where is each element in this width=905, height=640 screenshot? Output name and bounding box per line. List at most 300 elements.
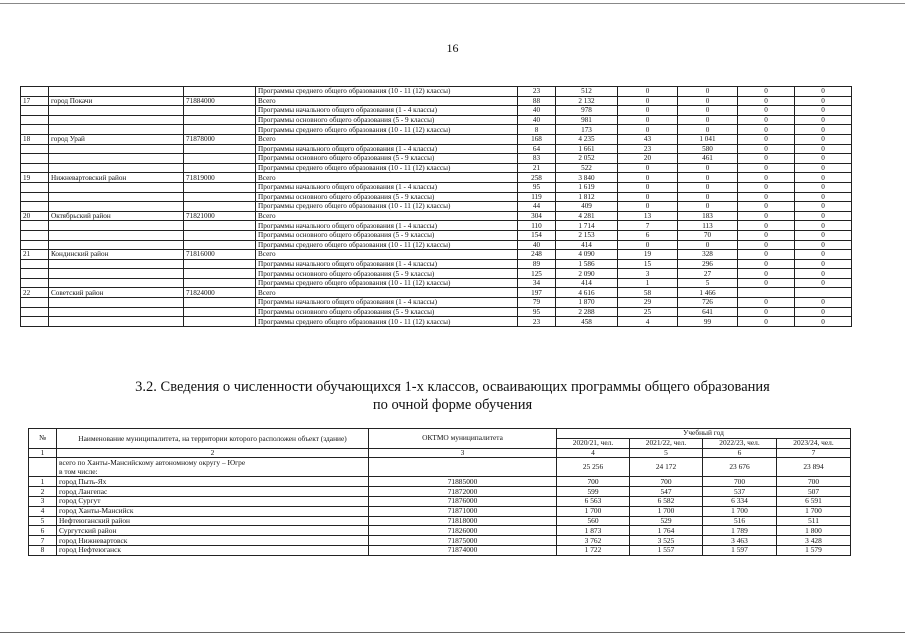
total-label: всего по Ханты-Мансийскому автономному округу – Югре — [59, 458, 246, 468]
col-students-cell: 173 — [556, 125, 618, 135]
col-schools-cell: 21 — [518, 163, 556, 173]
col-schools-cell: 95 — [518, 182, 556, 192]
col-students-cell: 414 — [556, 278, 618, 288]
program-cell: Программы начального общего образования (1 - 4 классы) — [256, 144, 518, 154]
col-header-year: 2021/22, чел. — [630, 438, 703, 448]
col-schools-cell: 44 — [518, 202, 556, 212]
municipality-cell: город Ханты-Мансийск — [57, 506, 369, 516]
municipality-cell — [49, 182, 184, 192]
oktmo-cell — [184, 192, 256, 202]
col-v2-cell: 0 — [678, 182, 738, 192]
col-schools-cell: 79 — [518, 298, 556, 308]
col-v2-cell: 99 — [678, 317, 738, 327]
total-value: 23 894 — [777, 458, 851, 477]
year-2022-cell: 3 463 — [703, 536, 777, 546]
col-v4-cell: 0 — [795, 192, 852, 202]
row-num-cell — [21, 106, 49, 116]
col-v1-cell: 4 — [618, 317, 678, 327]
oktmo-cell: 71816000 — [184, 250, 256, 260]
col-schools-cell: 89 — [518, 259, 556, 269]
col-v3-cell: 0 — [738, 182, 795, 192]
col-header-name: Наименование муниципалитета, на территории которого расположен объект (здание) — [57, 429, 369, 449]
municipality-cell — [49, 154, 184, 164]
col-students-cell: 4 281 — [556, 211, 618, 221]
col-schools-cell: 40 — [518, 115, 556, 125]
col-v3-cell: 0 — [738, 87, 795, 97]
col-v3-cell: 0 — [738, 221, 795, 231]
municipality-cell — [49, 115, 184, 125]
municipality-cell: Октябрьский район — [49, 211, 184, 221]
col-students-cell: 458 — [556, 317, 618, 327]
municipality-cell — [49, 144, 184, 154]
col-students-cell: 1 619 — [556, 182, 618, 192]
col-v4-cell: 0 — [795, 87, 852, 97]
total-sublabel: в том числе: — [59, 467, 98, 477]
table-row — [29, 536, 851, 546]
col-number: 3 — [369, 448, 557, 458]
municipality-cell — [49, 106, 184, 116]
col-v4-cell: 0 — [795, 259, 852, 269]
col-header-oktmo: ОКТМО муниципалитета — [369, 429, 557, 449]
col-v3-cell: 0 — [738, 106, 795, 116]
municipality-cell — [49, 307, 184, 317]
col-v1-cell: 58 — [618, 288, 678, 298]
program-cell: Программы начального общего образования (1 - 4 классы) — [256, 221, 518, 231]
program-cell: Программы основного общего образования (5 - 9 классы) — [256, 230, 518, 240]
col-v4-cell: 0 — [795, 211, 852, 221]
year-2021-cell: 547 — [630, 487, 703, 497]
table-row — [21, 250, 852, 260]
col-v2-cell: 1 466 — [678, 288, 738, 298]
year-2023-cell: 700 — [777, 477, 851, 487]
col-schools-cell: 40 — [518, 106, 556, 116]
row-num-cell: 19 — [21, 173, 49, 183]
table-row — [21, 202, 852, 212]
col-v3-cell — [738, 288, 795, 298]
municipality-cell — [49, 125, 184, 135]
oktmo-cell — [184, 115, 256, 125]
oktmo-cell — [184, 163, 256, 173]
municipality-cell: Нефтеюганский район — [57, 516, 369, 526]
col-schools-cell: 125 — [518, 269, 556, 279]
year-2021-cell: 6 582 — [630, 496, 703, 506]
col-v2-cell: 183 — [678, 211, 738, 221]
oktmo-cell: 71818000 — [369, 516, 557, 526]
col-v1-cell: 0 — [618, 106, 678, 116]
municipality-cell: город Покачи — [49, 96, 184, 106]
col-students-cell: 978 — [556, 106, 618, 116]
col-v3-cell: 0 — [738, 259, 795, 269]
row-num-cell — [21, 317, 49, 327]
year-2020-cell: 700 — [557, 477, 630, 487]
col-v2-cell: 580 — [678, 144, 738, 154]
col-v2-cell: 0 — [678, 240, 738, 250]
municipality-cell — [49, 163, 184, 173]
year-2022-cell: 700 — [703, 477, 777, 487]
oktmo-cell — [184, 154, 256, 164]
col-v4-cell: 0 — [795, 134, 852, 144]
row-num-cell — [21, 202, 49, 212]
col-header-years: Учебный год — [557, 429, 851, 439]
program-cell: Программы среднего общего образования (10 - 11 (12) классы) — [256, 317, 518, 327]
year-2022-cell: 6 334 — [703, 496, 777, 506]
first-grade-table — [28, 428, 851, 556]
year-2020-cell: 599 — [557, 487, 630, 497]
col-v1-cell: 29 — [618, 298, 678, 308]
table-row — [21, 259, 852, 269]
col-students-cell: 2 132 — [556, 96, 618, 106]
col-v1-cell: 0 — [618, 125, 678, 135]
municipality-cell: город Лангепас — [57, 487, 369, 497]
oktmo-cell: 71819000 — [184, 173, 256, 183]
program-cell: Программы основного общего образования (5 - 9 классы) — [256, 192, 518, 202]
oktmo-cell — [184, 87, 256, 97]
col-v3-cell: 0 — [738, 96, 795, 106]
col-v2-cell: 0 — [678, 192, 738, 202]
col-schools-cell: 83 — [518, 154, 556, 164]
municipality-cell — [49, 202, 184, 212]
row-num-cell: 2 — [29, 487, 57, 497]
col-v4-cell: 0 — [795, 154, 852, 164]
col-v1-cell: 1 — [618, 278, 678, 288]
table-row — [21, 144, 852, 154]
col-v2-cell: 0 — [678, 96, 738, 106]
col-students-cell: 1 714 — [556, 221, 618, 231]
col-v1-cell: 0 — [618, 240, 678, 250]
year-2022-cell: 1 789 — [703, 526, 777, 536]
col-v4-cell: 0 — [795, 144, 852, 154]
program-cell: Всего — [256, 173, 518, 183]
col-v2-cell: 328 — [678, 250, 738, 260]
program-cell: Всего — [256, 134, 518, 144]
row-num-cell: 17 — [21, 96, 49, 106]
program-cell: Программы среднего общего образования (10 - 11 (12) классы) — [256, 202, 518, 212]
col-number: 1 — [29, 448, 57, 458]
col-students-cell: 1 586 — [556, 259, 618, 269]
table-row — [21, 240, 852, 250]
row-num-cell — [21, 269, 49, 279]
oktmo-cell — [184, 298, 256, 308]
oktmo-cell — [184, 240, 256, 250]
oktmo-cell: 71872000 — [369, 487, 557, 497]
col-schools-cell: 248 — [518, 250, 556, 260]
oktmo-cell: 71824000 — [184, 288, 256, 298]
col-v1-cell: 3 — [618, 269, 678, 279]
oktmo-cell: 71876000 — [369, 496, 557, 506]
col-students-cell: 2 090 — [556, 269, 618, 279]
row-num-cell: 4 — [29, 506, 57, 516]
table-row — [29, 496, 851, 506]
col-students-cell: 522 — [556, 163, 618, 173]
col-schools-cell: 110 — [518, 221, 556, 231]
col-v4-cell: 0 — [795, 250, 852, 260]
col-v4-cell: 0 — [795, 230, 852, 240]
table-row — [29, 545, 851, 555]
col-v1-cell: 25 — [618, 307, 678, 317]
col-schools-cell: 168 — [518, 134, 556, 144]
col-v1-cell: 0 — [618, 192, 678, 202]
col-v4-cell: 0 — [795, 125, 852, 135]
oktmo-cell — [184, 106, 256, 116]
table-row — [29, 506, 851, 516]
table-row — [21, 173, 852, 183]
col-v3-cell: 0 — [738, 202, 795, 212]
col-v2-cell: 461 — [678, 154, 738, 164]
row-num-cell — [21, 163, 49, 173]
col-v3-cell: 0 — [738, 125, 795, 135]
col-v3-cell: 0 — [738, 192, 795, 202]
municipality-cell — [49, 240, 184, 250]
col-v2-cell: 296 — [678, 259, 738, 269]
table-row — [21, 211, 852, 221]
table-row — [21, 269, 852, 279]
oktmo-cell: 71885000 — [369, 477, 557, 487]
municipality-cell: Советский район — [49, 288, 184, 298]
col-header-year: 2023/24, чел. — [777, 438, 851, 448]
col-schools-cell: 95 — [518, 307, 556, 317]
col-v1-cell: 13 — [618, 211, 678, 221]
oktmo-cell — [184, 269, 256, 279]
program-cell: Программы основного общего образования (5 - 9 классы) — [256, 307, 518, 317]
row-num-cell: 22 — [21, 288, 49, 298]
col-v3-cell: 0 — [738, 307, 795, 317]
row-num-cell: 6 — [29, 526, 57, 536]
oktmo-cell: 71875000 — [369, 536, 557, 546]
col-v3-cell: 0 — [738, 250, 795, 260]
table-row — [29, 477, 851, 487]
col-v4-cell: 0 — [795, 202, 852, 212]
section-heading-line2: по очной форме обучения — [372, 397, 533, 413]
col-v2-cell: 0 — [678, 87, 738, 97]
col-v4-cell: 0 — [795, 307, 852, 317]
program-cell: Программы среднего общего образования (10 - 11 (12) классы) — [256, 87, 518, 97]
year-2021-cell: 1 700 — [630, 506, 703, 516]
col-students-cell: 1 661 — [556, 144, 618, 154]
year-2023-cell: 511 — [777, 516, 851, 526]
col-v1-cell: 0 — [618, 163, 678, 173]
year-2021-cell: 529 — [630, 516, 703, 526]
row-num-cell — [21, 144, 49, 154]
col-number: 2 — [57, 448, 369, 458]
total-value: 25 256 — [557, 458, 630, 477]
year-2023-cell: 1 579 — [777, 545, 851, 555]
year-2021-cell: 3 525 — [630, 536, 703, 546]
municipality-cell: город Пыть-Ях — [57, 477, 369, 487]
oktmo-cell — [184, 317, 256, 327]
table-row — [21, 298, 852, 308]
municipality-cell: город Урай — [49, 134, 184, 144]
municipality-cell — [49, 278, 184, 288]
table-row — [29, 516, 851, 526]
col-v3-cell: 0 — [738, 173, 795, 183]
oktmo-cell — [184, 202, 256, 212]
year-2020-cell: 6 563 — [557, 496, 630, 506]
col-students-cell: 409 — [556, 202, 618, 212]
row-num-cell — [21, 307, 49, 317]
col-schools-cell: 23 — [518, 317, 556, 327]
col-schools-cell: 34 — [518, 278, 556, 288]
municipality-cell — [49, 87, 184, 97]
program-cell: Программы среднего общего образования (10 - 11 (12) классы) — [256, 240, 518, 250]
col-students-cell: 4 616 — [556, 288, 618, 298]
col-v1-cell: 0 — [618, 202, 678, 212]
col-v4-cell: 0 — [795, 115, 852, 125]
col-v3-cell: 0 — [738, 298, 795, 308]
municipality-cell — [49, 221, 184, 231]
total-value: 23 676 — [703, 458, 777, 477]
col-students-cell: 4 090 — [556, 250, 618, 260]
col-v1-cell: 0 — [618, 115, 678, 125]
col-number: 4 — [557, 448, 630, 458]
year-2023-cell: 1 700 — [777, 506, 851, 516]
col-schools-cell: 88 — [518, 96, 556, 106]
row-num-cell — [21, 154, 49, 164]
program-cell: Программы основного общего образования (5 - 9 классы) — [256, 115, 518, 125]
table-row — [21, 115, 852, 125]
col-schools-cell: 64 — [518, 144, 556, 154]
col-v4-cell: 0 — [795, 269, 852, 279]
row-num-cell — [21, 298, 49, 308]
col-v1-cell: 20 — [618, 154, 678, 164]
year-2023-cell: 6 591 — [777, 496, 851, 506]
col-v3-cell: 0 — [738, 240, 795, 250]
col-v2-cell: 0 — [678, 115, 738, 125]
col-students-cell: 1 870 — [556, 298, 618, 308]
row-num-cell: 3 — [29, 496, 57, 506]
col-v2-cell: 5 — [678, 278, 738, 288]
municipality-cell: город Нефтеюганск — [57, 545, 369, 555]
municipality-cell: Сургутский район — [57, 526, 369, 536]
col-students-cell: 981 — [556, 115, 618, 125]
row-num-cell — [21, 87, 49, 97]
row-num-cell: 1 — [29, 477, 57, 487]
col-schools-cell: 8 — [518, 125, 556, 135]
municipality-cell — [49, 259, 184, 269]
year-2022-cell: 1 700 — [703, 506, 777, 516]
table-row — [29, 526, 851, 536]
col-v4-cell: 0 — [795, 163, 852, 173]
col-v1-cell: 0 — [618, 182, 678, 192]
col-v2-cell: 1 041 — [678, 134, 738, 144]
program-cell: Программы начального общего образования (1 - 4 классы) — [256, 106, 518, 116]
col-schools-cell: 40 — [518, 240, 556, 250]
col-v1-cell: 23 — [618, 144, 678, 154]
municipality-cell — [49, 192, 184, 202]
table-row — [21, 163, 852, 173]
table-row — [21, 288, 852, 298]
oktmo-cell: 71821000 — [184, 211, 256, 221]
col-v2-cell: 0 — [678, 163, 738, 173]
col-v1-cell: 19 — [618, 250, 678, 260]
col-v2-cell: 726 — [678, 298, 738, 308]
col-v2-cell: 0 — [678, 106, 738, 116]
col-v1-cell: 0 — [618, 87, 678, 97]
table-row — [21, 134, 852, 144]
oktmo-cell: 71878000 — [184, 134, 256, 144]
program-cell: Всего — [256, 288, 518, 298]
col-students-cell: 512 — [556, 87, 618, 97]
municipality-cell — [49, 269, 184, 279]
oktmo-cell — [184, 221, 256, 231]
program-cell: Программы начального общего образования (1 - 4 классы) — [256, 182, 518, 192]
year-2023-cell: 3 428 — [777, 536, 851, 546]
oktmo-cell: 71884000 — [184, 96, 256, 106]
col-number: 6 — [703, 448, 777, 458]
col-schools-cell: 154 — [518, 230, 556, 240]
table-row — [21, 317, 852, 327]
program-cell: Программы среднего общего образования (10 - 11 (12) классы) — [256, 125, 518, 135]
table-row — [21, 96, 852, 106]
year-2020-cell: 3 762 — [557, 536, 630, 546]
row-num-cell — [21, 278, 49, 288]
year-2022-cell: 516 — [703, 516, 777, 526]
table-row — [21, 230, 852, 240]
row-num-cell: 5 — [29, 516, 57, 526]
municipality-cell: Кондинский район — [49, 250, 184, 260]
program-cell: Всего — [256, 250, 518, 260]
col-v3-cell: 0 — [738, 317, 795, 327]
year-2020-cell: 1 722 — [557, 545, 630, 555]
year-2021-cell: 700 — [630, 477, 703, 487]
col-v4-cell: 0 — [795, 298, 852, 308]
col-v4-cell: 0 — [795, 240, 852, 250]
col-schools-cell: 119 — [518, 192, 556, 202]
col-schools-cell: 304 — [518, 211, 556, 221]
row-num-cell — [21, 230, 49, 240]
col-v1-cell: 15 — [618, 259, 678, 269]
col-header-year: 2022/23, чел. — [703, 438, 777, 448]
section-heading-line1: 3.2. Сведения о численности обучающихся 1-х классов, осваивающих программы общего образования — [135, 379, 770, 395]
col-v4-cell: 0 — [795, 173, 852, 183]
enrollment-table-continued — [20, 86, 852, 327]
col-students-cell: 3 840 — [556, 173, 618, 183]
row-num-cell — [21, 192, 49, 202]
row-num-cell — [21, 182, 49, 192]
year-2021-cell: 1 764 — [630, 526, 703, 536]
col-v4-cell: 0 — [795, 317, 852, 327]
year-2021-cell: 1 557 — [630, 545, 703, 555]
table-row — [21, 106, 852, 116]
col-v1-cell: 7 — [618, 221, 678, 231]
col-students-cell: 2 153 — [556, 230, 618, 240]
col-v3-cell: 0 — [738, 211, 795, 221]
col-students-cell: 2 288 — [556, 307, 618, 317]
municipality-cell — [49, 298, 184, 308]
col-v1-cell: 6 — [618, 230, 678, 240]
col-v2-cell: 27 — [678, 269, 738, 279]
table-row — [21, 182, 852, 192]
year-2023-cell: 1 800 — [777, 526, 851, 536]
col-v4-cell: 0 — [795, 221, 852, 231]
row-num-cell: 8 — [29, 545, 57, 555]
col-header-year: 2020/21, чел. — [557, 438, 630, 448]
table-row — [21, 154, 852, 164]
col-v2-cell: 641 — [678, 307, 738, 317]
col-v2-cell: 113 — [678, 221, 738, 231]
col-v1-cell: 43 — [618, 134, 678, 144]
program-cell: Программы основного общего образования (5 - 9 классы) — [256, 154, 518, 164]
oktmo-cell: 71874000 — [369, 545, 557, 555]
col-schools-cell: 23 — [518, 87, 556, 97]
row-num-cell — [21, 259, 49, 269]
year-2022-cell: 537 — [703, 487, 777, 497]
col-v2-cell: 0 — [678, 125, 738, 135]
year-2023-cell: 507 — [777, 487, 851, 497]
program-cell: Программы среднего общего образования (10 - 11 (12) классы) — [256, 278, 518, 288]
col-v3-cell: 0 — [738, 269, 795, 279]
col-v3-cell: 0 — [738, 230, 795, 240]
program-cell: Всего — [256, 211, 518, 221]
